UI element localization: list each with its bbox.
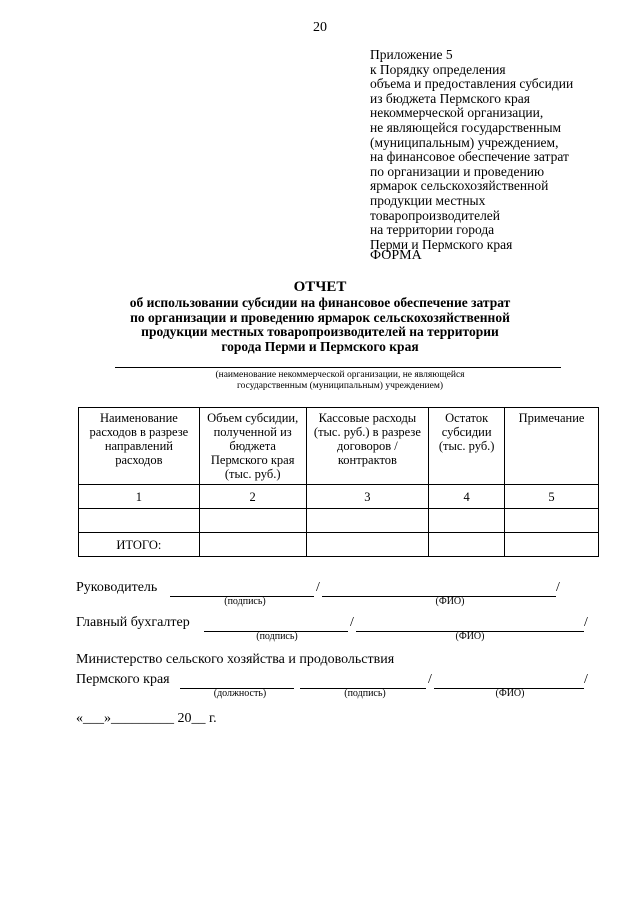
total-label: ИТОГО:: [79, 533, 200, 557]
table-row: [79, 509, 599, 533]
head-label: Руководитель: [76, 580, 158, 595]
date-line[interactable]: «___»_________ 20__ г.: [76, 711, 217, 726]
accountant-sign-caption: (подпись): [256, 631, 298, 642]
appendix-line: по организации и проведению: [370, 163, 545, 179]
slash: /: [556, 580, 560, 595]
ministry-name-caption: (ФИО): [495, 688, 525, 699]
table-number-row: [79, 485, 599, 509]
slash: /: [316, 580, 320, 595]
org-name-caption: [140, 370, 540, 392]
ministry-label-2: Пермского края: [76, 672, 170, 687]
table-cell: 2: [199, 485, 306, 509]
ministry-position-caption: (должность): [213, 688, 267, 699]
table-header-cell: Остаток субсидии (тыс. руб.): [429, 408, 505, 485]
report-subtitle: [60, 296, 580, 354]
subtitle-line: по организации и проведению ярмарок сельскохозяйственной: [130, 309, 510, 325]
table-header-cell: Объем субсидии, полученной из бюджета Пермского края (тыс. руб.): [199, 408, 306, 485]
table-cell: 5: [505, 485, 599, 509]
table-cell: 3: [306, 485, 429, 509]
table-cell[interactable]: [306, 509, 429, 533]
appendix-line: объема и предоставления субсидии: [370, 76, 574, 92]
appendix-line: на финансовое обеспечение затрат: [370, 149, 569, 165]
appendix-line: Приложение 5: [370, 47, 453, 62]
accountant-name-caption: (ФИО): [455, 631, 485, 642]
slash: /: [350, 615, 354, 630]
accountant-label: Главный бухгалтер: [76, 615, 190, 630]
subtitle-line: продукции местных товаропроизводителей на территории: [141, 324, 499, 340]
appendix-line: некоммерческой организации,: [370, 105, 544, 121]
table-cell: 1: [79, 485, 200, 509]
ministry-label: Министерство сельского хозяйства и продовольствия: [76, 652, 395, 667]
appendix-header: [370, 48, 573, 252]
appendix-line: из бюджета Пермского края: [370, 90, 530, 106]
form-label: ФОРМА: [370, 248, 422, 263]
slash: /: [584, 672, 588, 687]
subtitle-line: города Перми и Пермского края: [221, 338, 419, 354]
caption-line: (наименование некоммерческой организации, не являющейся: [215, 370, 465, 380]
table-header-cell: Примечание: [505, 408, 599, 485]
table-header-cell: Кассовые расходы (тыс. руб.) в разрезе договоров / контрактов: [306, 408, 429, 485]
caption-line: государственным (муниципальным) учреждением): [236, 381, 444, 391]
table-cell[interactable]: [429, 533, 505, 557]
table-cell[interactable]: [429, 509, 505, 533]
appendix-line: (муниципальным) учреждением,: [370, 134, 559, 150]
table-cell[interactable]: [79, 509, 200, 533]
page-number: 20: [313, 20, 327, 35]
table-header-cell: Наименование расходов в разрезе направлений расходов: [79, 408, 200, 485]
appendix-line: на территории города: [370, 222, 495, 238]
table-cell: 4: [429, 485, 505, 509]
table-cell[interactable]: [199, 509, 306, 533]
appendix-line: к Порядку определения: [370, 61, 506, 77]
head-sign-caption: (подпись): [224, 596, 266, 607]
appendix-line: не являющейся государственным: [370, 119, 562, 135]
report-title: ОТЧЕТ: [293, 279, 347, 295]
appendix-line: ярмарок сельскохозяйственной: [370, 178, 549, 194]
report-table: [78, 407, 599, 557]
ministry-sign-caption: (подпись): [344, 688, 386, 699]
table-cell[interactable]: [306, 533, 429, 557]
slash: /: [584, 615, 588, 630]
head-name-caption: (ФИО): [435, 596, 465, 607]
table-header-row: [79, 408, 599, 485]
subtitle-line: об использовании субсидии на финансовое обеспечение затрат: [129, 295, 511, 310]
table-cell[interactable]: [505, 533, 599, 557]
slash: /: [428, 672, 432, 687]
table-cell[interactable]: [199, 533, 306, 557]
table-total-row: [79, 533, 599, 557]
org-name-line: [115, 367, 561, 368]
appendix-line: продукции местных: [370, 192, 486, 208]
table-cell[interactable]: [505, 509, 599, 533]
appendix-line: Перми и Пермского края: [370, 236, 513, 252]
appendix-line: товаропроизводителей: [370, 207, 501, 223]
